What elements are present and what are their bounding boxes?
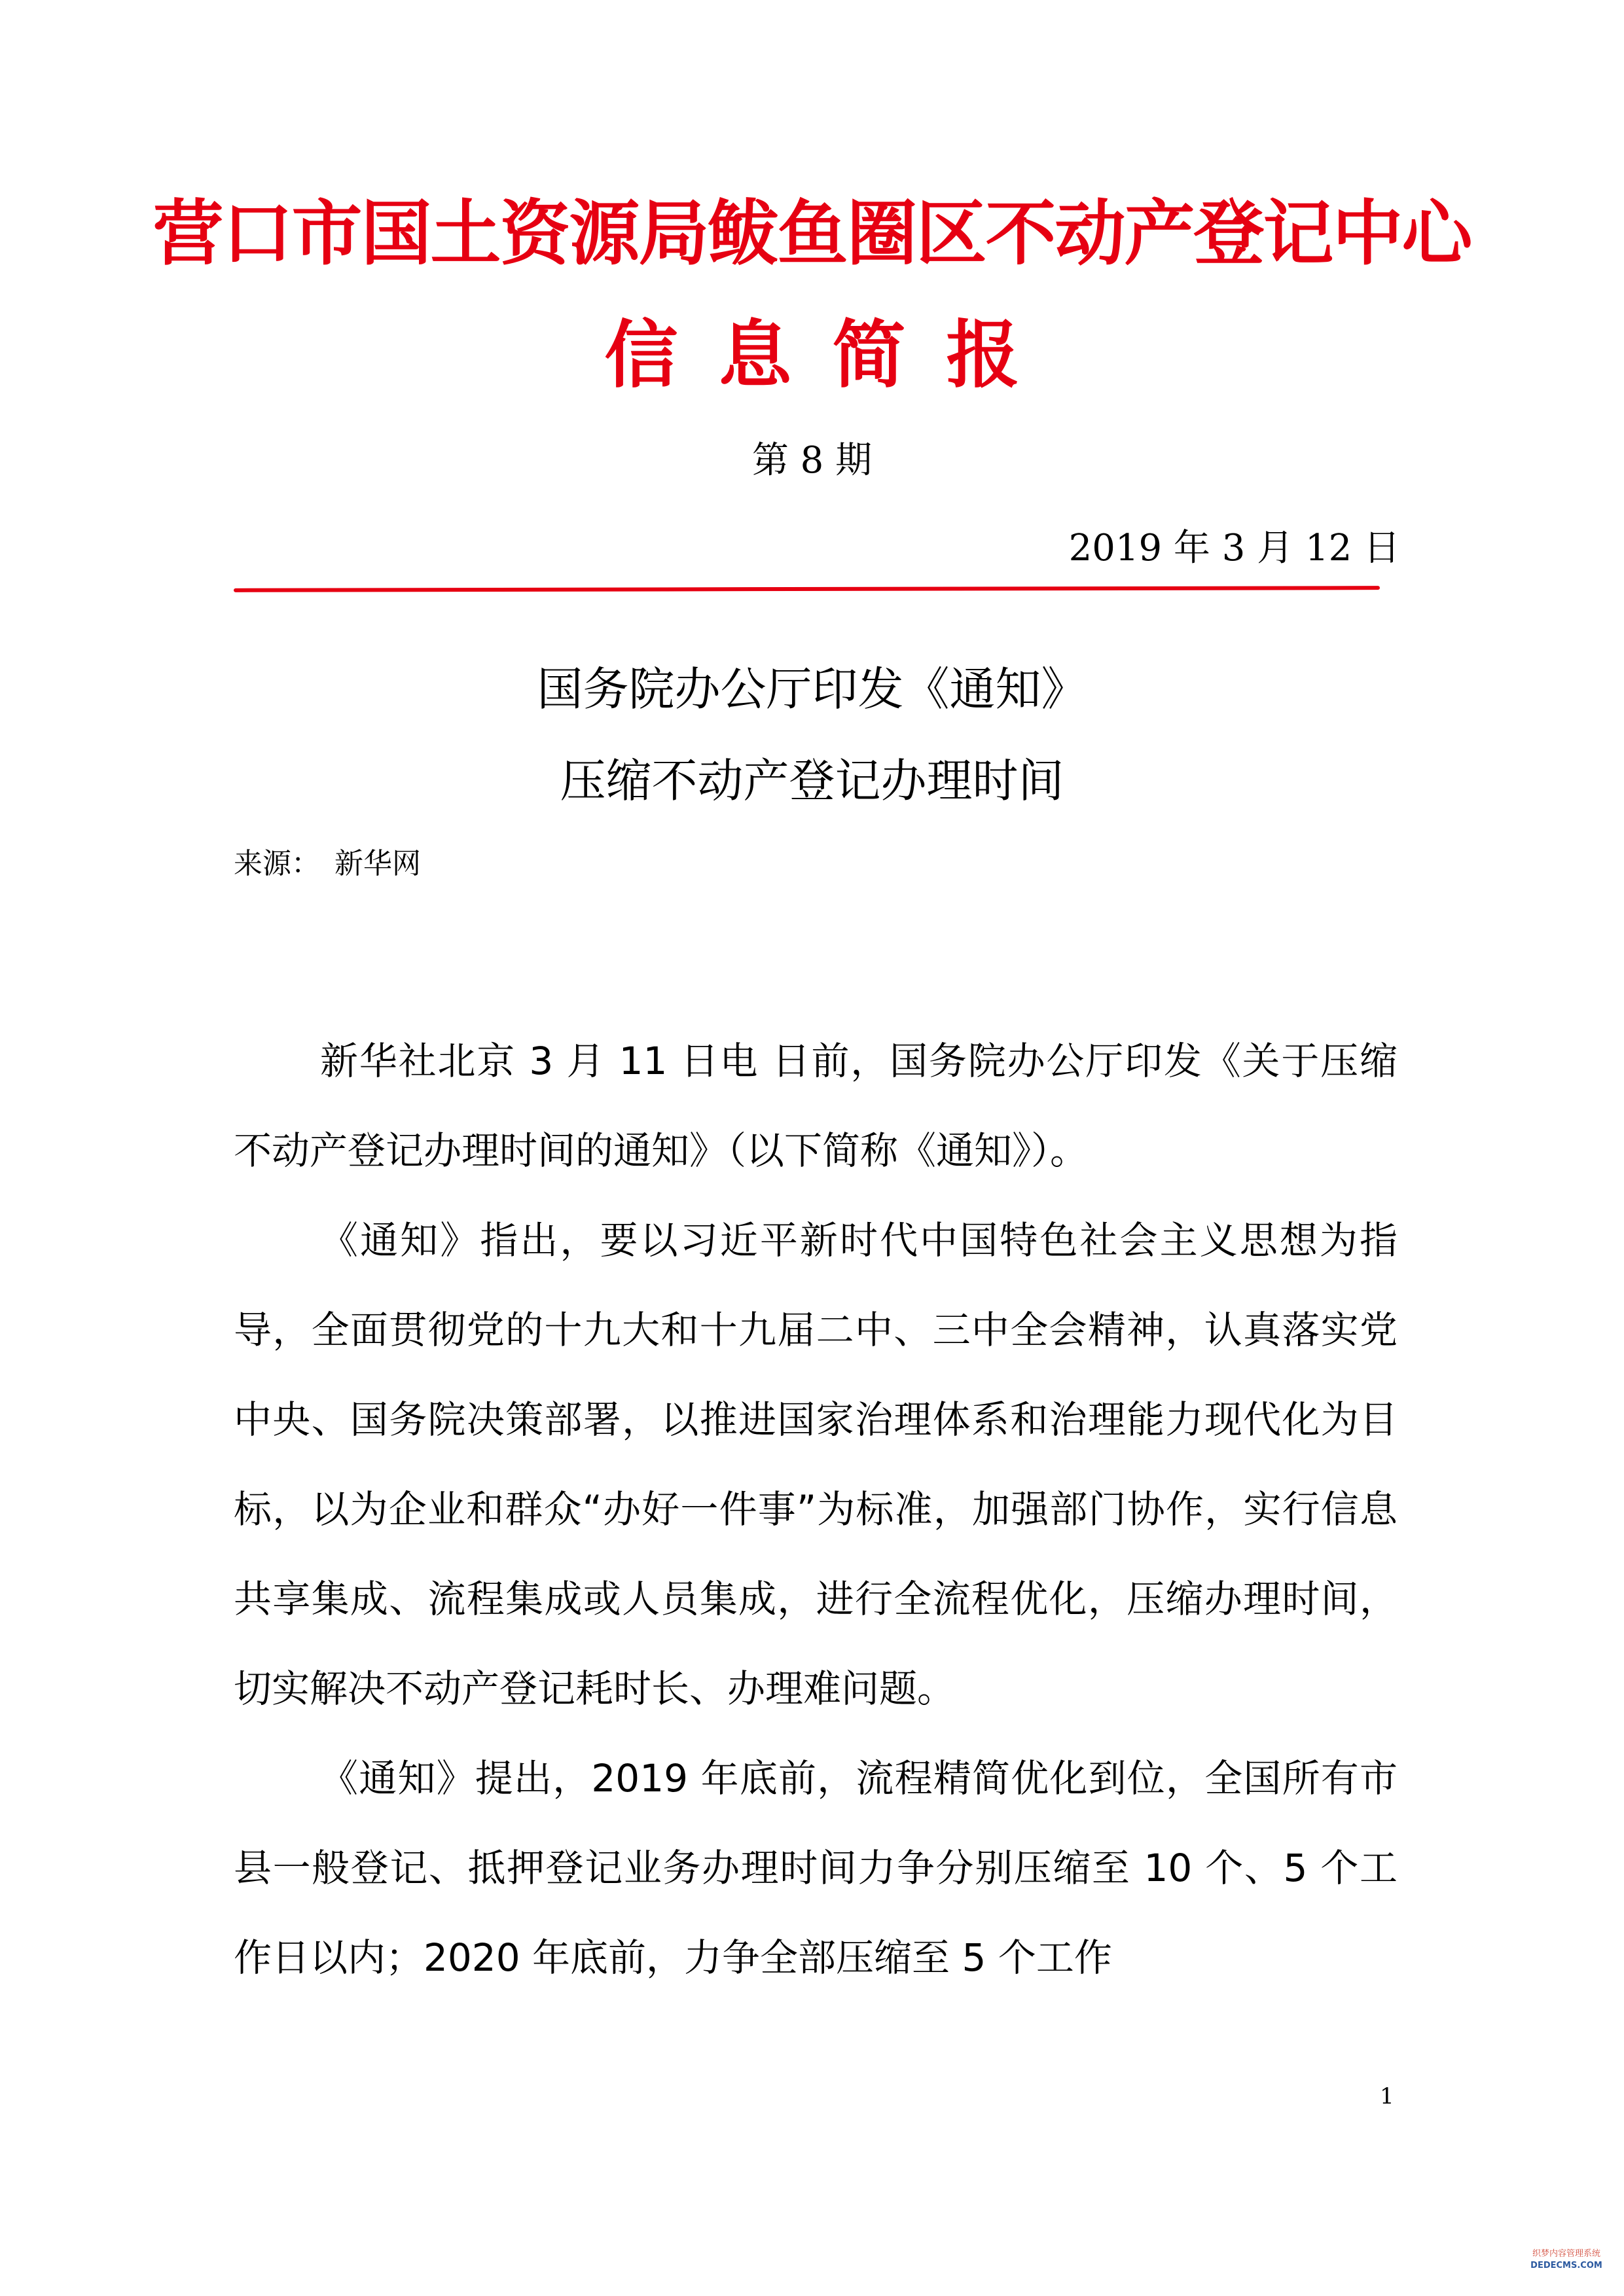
headline-line2: 压缩不动产登记办理时间	[560, 754, 1064, 808]
headline-line1: 国务院办公厅印发《通知》	[537, 662, 1087, 716]
paragraph-1: 新华社北京 3 月 11 日电 日前，国务院办公厅印发《关于压缩不动产登记办理时间的通知》（以下简称《通知》）。	[234, 1039, 1398, 1173]
source-label: 来源：	[234, 847, 320, 880]
issue-date: 2019 年 3 月 12 日	[1068, 527, 1400, 569]
watermark-text: 织梦内容管理系统	[1532, 2249, 1600, 2259]
red-divider	[234, 586, 1380, 592]
issue-number: 第 8 期	[751, 439, 873, 482]
org-title: 营口市国土资源局鲅鱼圈区不动产登记中心	[153, 192, 1471, 275]
paragraph-3: 《通知》提出，2019 年底前，流程精简优化到位，全国所有市县一般登记、抵押登记业务办理时间力争分别压缩至 10 个、5 个工作日以内；2020 年底前，力争全部压缩至 5 个工作	[234, 1756, 1398, 1980]
page-number: 1	[1380, 2083, 1394, 2109]
source-line	[234, 844, 421, 884]
brief-title: 信息简报	[604, 312, 1060, 398]
paragraph-2: 《通知》指出，要以习近平新时代中国特色社会主义思想为指导，全面贯彻党的十九大和十九届二中、三中全会精神，认真落实党中央、国务院决策部署，以推进国家治理体系和治理能力现代化为目标，以为企业和群众“办好一件事”为标准，加强部门协作，实行信息共享集成、流程集成或人员集成，进行全流程优化，压缩办理时间，切实解决不动产登记耗时长、办理难问题。	[234, 1218, 1398, 1711]
watermark-domain: DEDECMS.COM	[1530, 2261, 1602, 2270]
source-value: 新华网	[334, 847, 421, 880]
watermark-logo	[1517, 2248, 1615, 2287]
article-body	[234, 1016, 1398, 2003]
